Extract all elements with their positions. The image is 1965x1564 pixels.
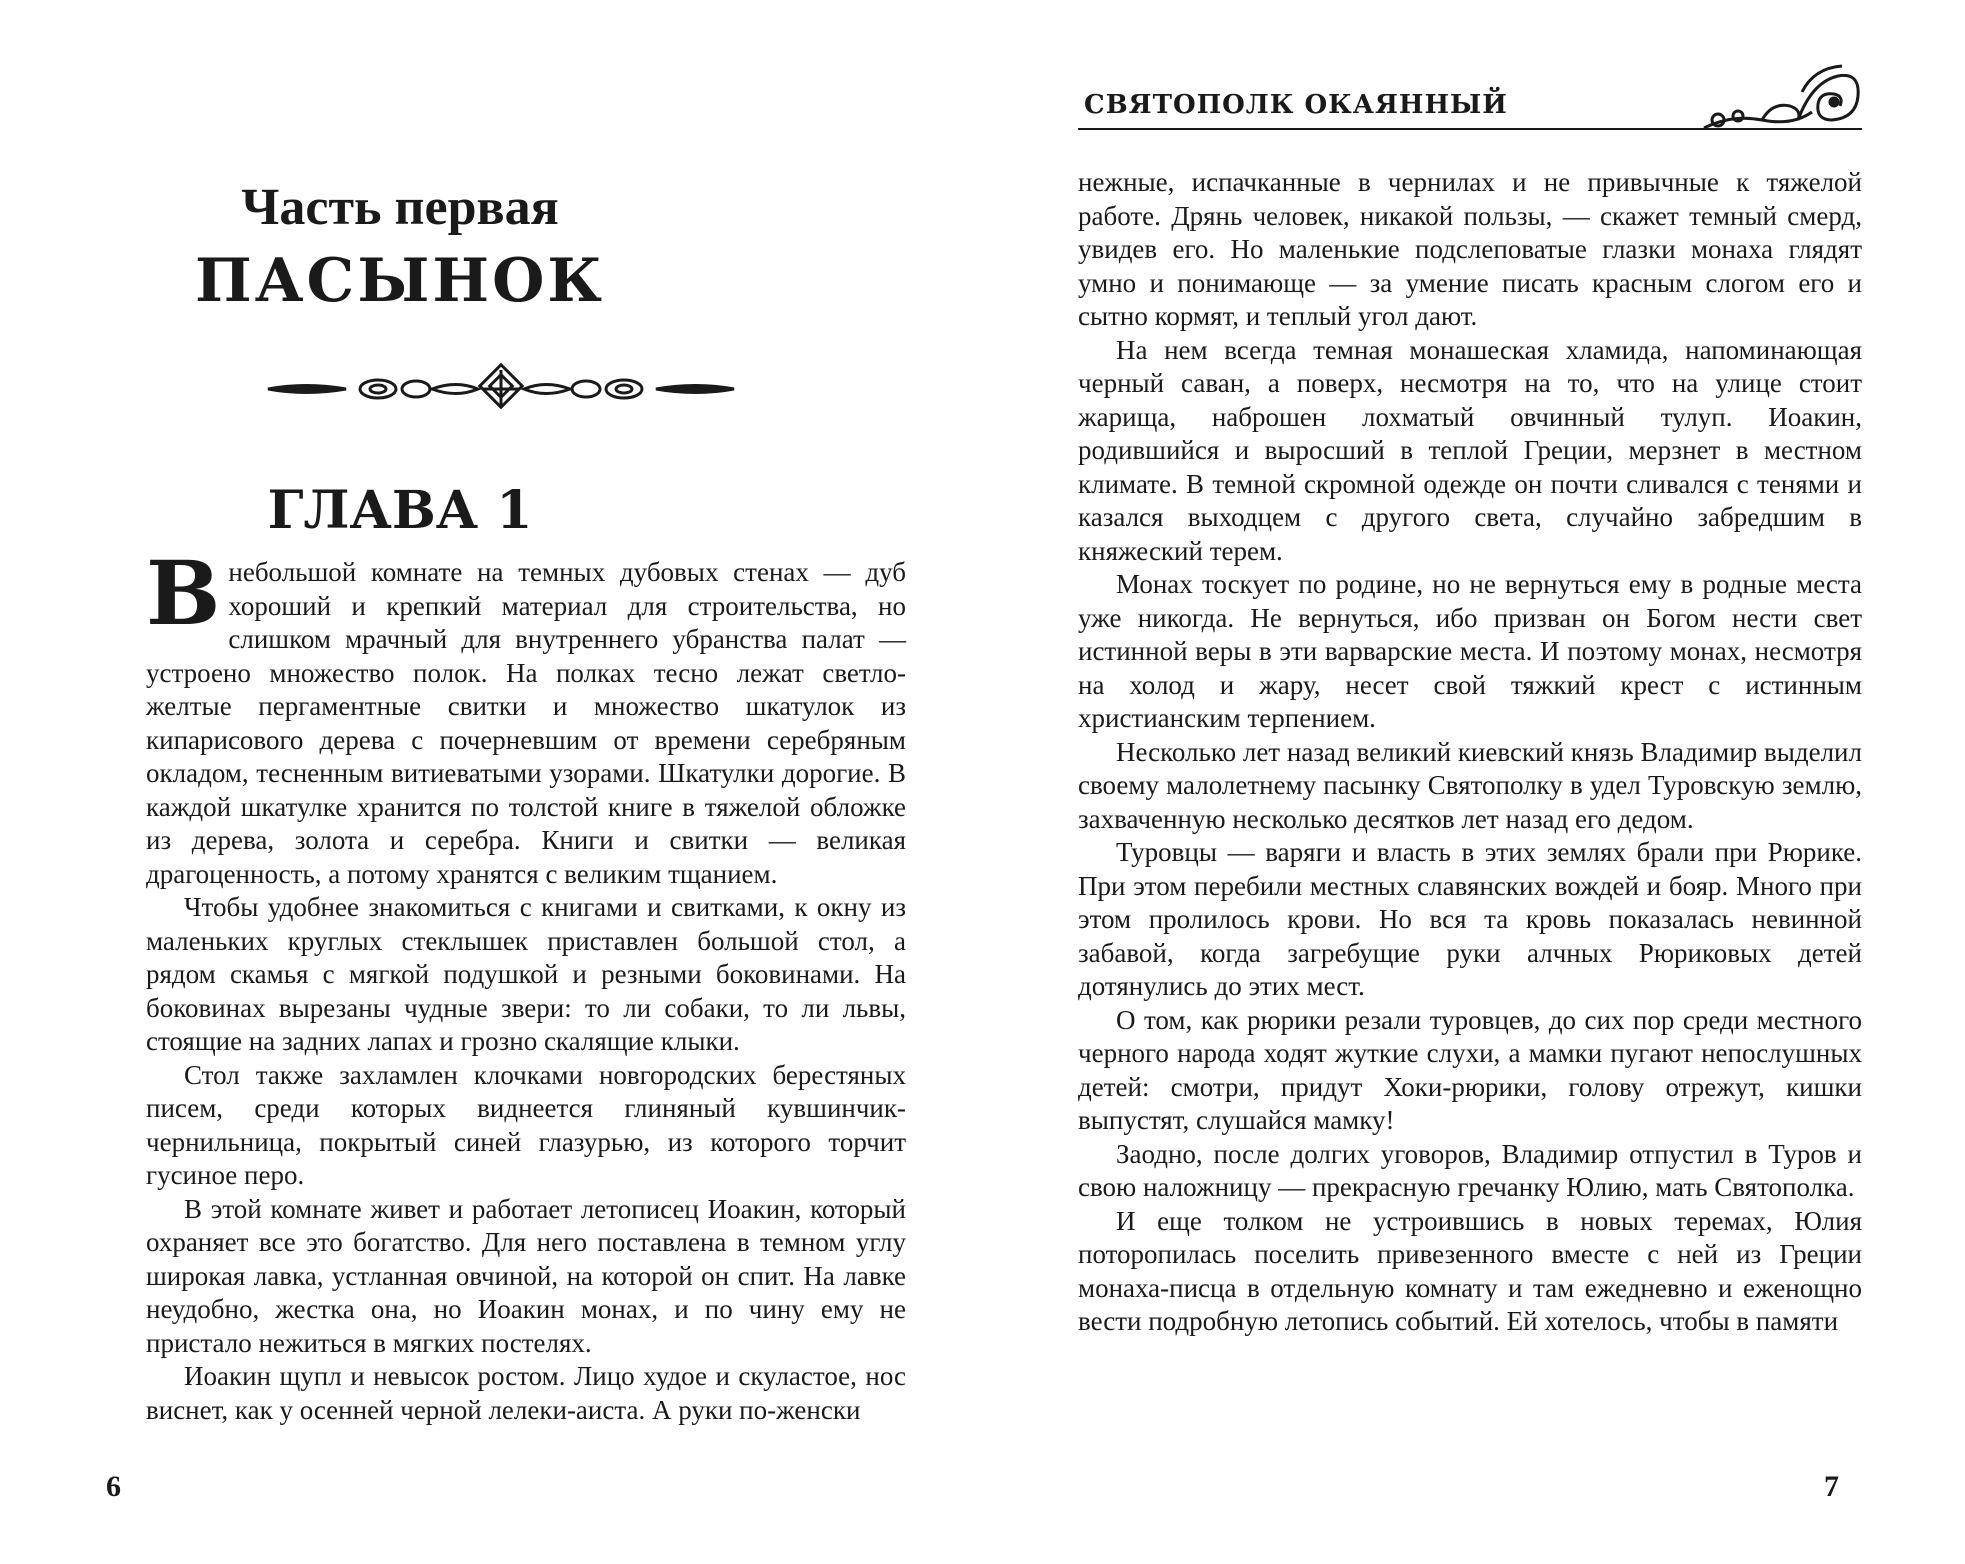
- paragraph: Иоакин щупл и невысок ростом. Лицо худое и скуластое, нос виснет, как у осенней черной лелеки-аиста. А руки по-женски: [146, 1361, 906, 1425]
- paragraph: О том, как рюрики резали туровцев, до сих пор среди местного черного народа ходят жуткие слухи, а мамки пугают непослушных детей: смотри, придут Хоки-рюрики, голову отрежут, кишки выпустят, слушайся мамку!: [1078, 1004, 1862, 1135]
- paragraph: Туровцы — варяги и власть в этих землях брали при Рюрике. При этом перебили местных славянских вождей и бояр. Много при этом пролилось крови. Но вся та кровь показалась невинной забавой, когда загребущие руки алчных Рюриковых детей дотянулись до этих мест.: [1078, 837, 1862, 1001]
- right-text-column: [1078, 166, 1862, 1339]
- scroll-ornament-icon: [1702, 62, 1864, 132]
- paragraph: [146, 541, 906, 891]
- paragraph-text: небольшой комнате на темных дубовых стенах — дуб хороший и крепкий материал для строительства, но слишком мрачный для внутреннего убранства палат — устроено множество полок. На полках тесно лежат светло-желтые пергаментные свитки и множество шкатулок из кипарисового дерева с почерневшим от времени серебряным окладом, тесненным витиеватыми узорами. Шкатулки дорогие. В каждой шкатулке хранится по толстой книге в тяжелой обложке из дерева, золота и серебра. Книги и свитки — великая драгоценность, а потому хранятся с великим тщанием.: [146, 557, 906, 889]
- paragraph: Чтобы удобнее знакомиться с книгами и свитками, к окну из маленьких круглых стеклышек приставлен большой стол, а рядом скамья с мягкой подушкой и резными боковинами. На боковинах вырезаны чудные звери: то ли собаки, то ли львы, стоящие на задних лапах и грозно скалящие клыки.: [146, 892, 906, 1056]
- running-header: СВЯТОПОЛК ОКАЯННЫЙ: [1084, 90, 1508, 120]
- left-text-column: [146, 541, 906, 1427]
- right-page: [982, 0, 1965, 1564]
- paragraph: И еще толком не устроившись в новых теремах, Юлия поторопилась поселить привезенного вместе с ней из Греции монаха-писца в отдельную комнату и там ежедневно и еженощно вести подробную летопись событий. Ей хотелось, чтобы в памяти: [1078, 1205, 1862, 1336]
- knot-ornament-icon: [266, 362, 736, 416]
- paragraph: В этой комнате живет и работает летописец Иоакин, который охраняет все это богатство. Для него поставлена в темном углу широкая лавка, устланная овчиной, на которой он спит. На лавке неудобно, жестка она, но Иоакин монах, и по чину ему не пристало нежиться в мягких постелях.: [146, 1193, 906, 1358]
- paragraph: Несколько лет назад великий киевский князь Владимир выделил своему малолетнему пасынку Святополку в удел Туровскую землю, захваченную несколько десятков лет назад его дедом.: [1078, 736, 1862, 834]
- page-number: 7: [1824, 1470, 1839, 1503]
- part-label: Часть первая: [241, 179, 559, 236]
- part-name: ПАСЫНОК: [195, 246, 605, 316]
- chapter-title: ГЛАВА 1: [267, 480, 533, 541]
- left-page: [0, 0, 982, 1564]
- paragraph: Стол также захламлен клочками новгородских берестяных писем, среди которых виднеется глиняный кувшинчик-чернильница, покрытый синей глазурью, из которого торчит гусиное перо.: [146, 1059, 906, 1190]
- page-number: 6: [106, 1470, 121, 1503]
- paragraph: На нем всегда темная монашеская хламида, напоминающая черный саван, а поверх, несмотря на то, что на улице стоит жарища, наброшен лохматый овчинный тулуп. Иоакин, родившийся и выросший в теплой Греции, мерзнет в местном климате. В темной скромной одежде он почти сливался с тенями и казался выходцем с другого света, случайно забредшим в княжеский терем.: [1078, 334, 1862, 566]
- drop-cap: В: [146, 541, 221, 645]
- paragraph: Заодно, после долгих уговоров, Владимир отпустил в Туров и свою наложницу — прекрасную гречанку Юлию, мать Святополка.: [1078, 1138, 1862, 1202]
- paragraph-continuation: нежные, испачканные в чернилах и не привычные к тяжелой работе. Дрянь человек, никакой пользы, — скажет темный смерд, увидев его. Но маленькие подслеповатые глазки монаха глядят умно и понимающе — за умение писать красным слогом его и сытно кормят, и теплый угол дают.: [1078, 167, 1862, 331]
- paragraph: Монах тоскует по родине, но не вернуться ему в родные места уже никогда. Не вернуться, ибо призван он Богом нести свет истинной веры в эти варварские места. И поэтому монах, несмотря на холод и жару, несет свой тяжкий крест с истинным христианским терпением.: [1078, 569, 1862, 733]
